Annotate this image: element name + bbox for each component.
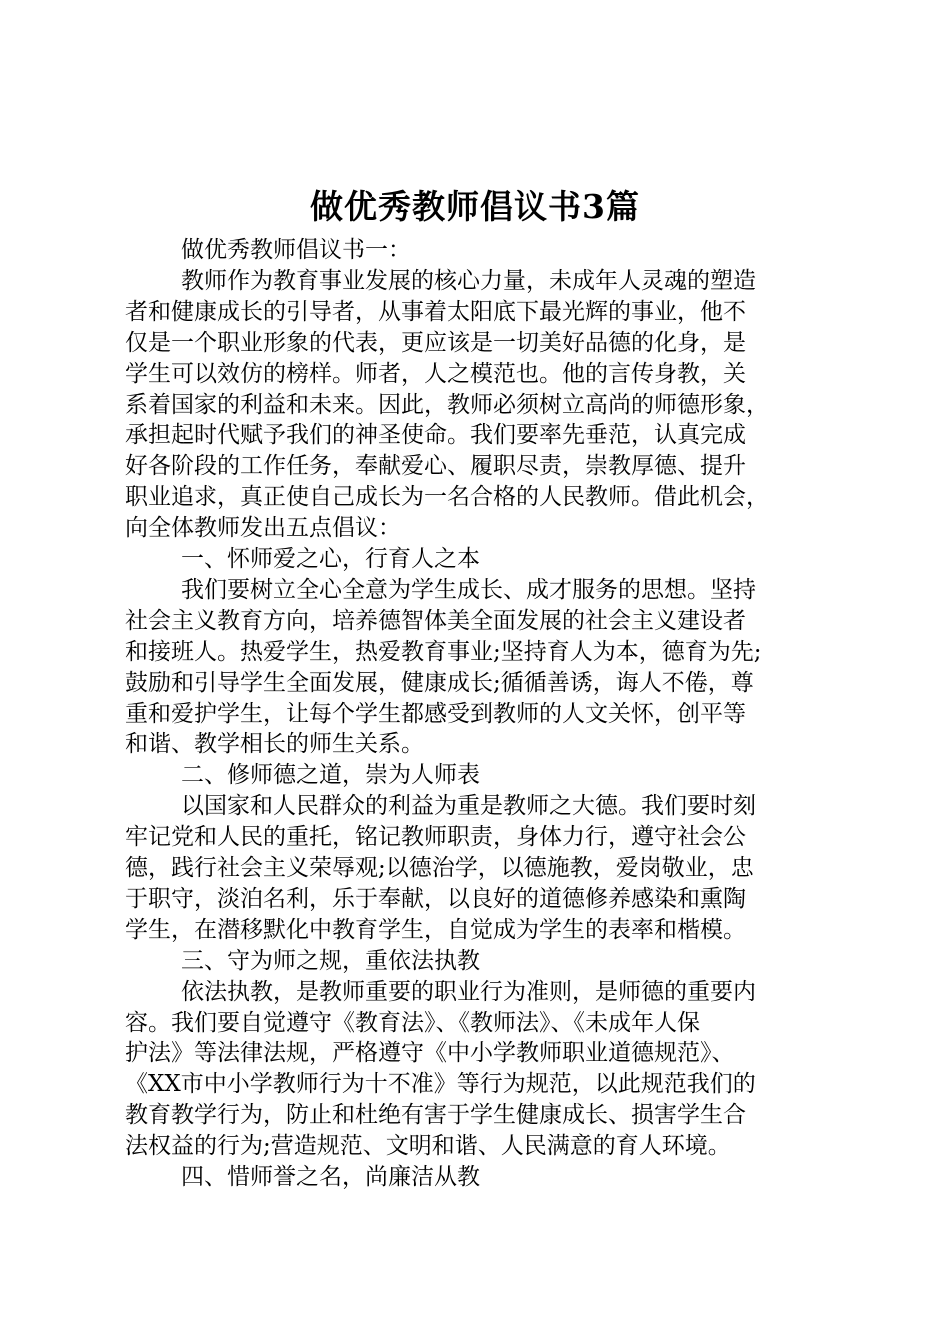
- section-heading: 三、守为师之规，重依法执教: [181, 948, 480, 974]
- body-text-line: 牢记党和人民的重托，铭记教师职责，身体力行，遵守社会公: [125, 824, 746, 850]
- section-heading: 一、怀师爱之心，行育人之本: [181, 546, 480, 572]
- document-title: 做优秀教师倡议书3篇: [310, 187, 640, 226]
- body-text-line: 教育教学行为，防止和杜绝有害于学生健康成长、损害学生合: [125, 1102, 746, 1128]
- body-text-line: 好各阶段的工作任务，奉献爱心、履职尽责，崇教厚德、提升: [125, 453, 746, 479]
- body-text-line: 仅是一个职业形象的代表，更应该是一切美好品德的化身，是: [125, 330, 746, 356]
- body-text-line: 依法执教，是教师重要的职业行为准则，是师德的重要内: [181, 979, 756, 1005]
- body-text-line: 我们要树立全心全意为学生成长、成才服务的思想。坚持: [181, 577, 756, 603]
- body-text-line: 以国家和人民群众的利益为重是教师之大德。我们要时刻: [181, 793, 756, 819]
- body-text-line: 和谐、教学相长的师生关系。: [125, 731, 424, 757]
- body-text-line: 于职守，淡泊名利，乐于奉献，以良好的道德修养感染和熏陶: [125, 886, 746, 912]
- section-heading: 二、修师德之道，崇为人师表: [181, 762, 480, 788]
- body-text-line: 法权益的行为;营造规范、文明和谐、人民满意的育人环境。: [125, 1133, 731, 1159]
- body-text-line: 鼓励和引导学生全面发展，健康成长;循循善诱，诲人不倦，尊: [125, 670, 754, 696]
- body-text-line: 《XX市中小学教师行为十不准》等行为规范，以此规范我们的: [125, 1071, 756, 1097]
- body-text-line: 社会主义教育方向，培养德智体美全面发展的社会主义建设者: [125, 608, 746, 634]
- body-text-line: 者和健康成长的引导者，从事着太阳底下最光辉的事业，他不: [125, 299, 746, 325]
- body-text-line: 职业追求，真正使自己成长为一名合格的人民教师。借此机会，: [125, 484, 769, 510]
- body-text-line: 护法》等法律法规，严格遵守《中小学教师职业道德规范》、: [125, 1040, 735, 1066]
- body-text-line: 承担起时代赋予我们的神圣使命。我们要率先垂范，认真完成: [125, 422, 746, 448]
- section-heading: 四、惜师誉之名，尚廉洁从教: [181, 1164, 480, 1190]
- body-text-line: 德，践行社会主义荣辱观;以德治学，以德施教，爱岗敬业，忠: [125, 855, 754, 881]
- body-text-line: 和接班人。热爱学生，热爱教育事业;坚持育人为本，德育为先;: [125, 639, 762, 665]
- body-text-line: 做优秀教师倡议书一：: [181, 237, 411, 263]
- body-text-line: 向全体教师发出五点倡议：: [125, 515, 401, 541]
- body-text-line: 系着国家的利益和未来。因此，教师必须树立高尚的师德形象，: [125, 392, 769, 418]
- body-text-line: 学生可以效仿的榜样。师者，人之模范也。他的言传身教，关: [125, 361, 746, 387]
- body-text-line: 学生，在潜移默化中教育学生，自觉成为学生的表率和楷模。: [125, 917, 746, 943]
- body-text-line: 教师作为教育事业发展的核心力量，未成年人灵魂的塑造: [181, 268, 756, 294]
- body-text-line: 容。我们要自觉遵守《教育法》、《教师法》、《未成年人保: [125, 1010, 700, 1036]
- body-text-line: 重和爱护学生，让每个学生都感受到教师的人文关怀，创平等: [125, 701, 746, 727]
